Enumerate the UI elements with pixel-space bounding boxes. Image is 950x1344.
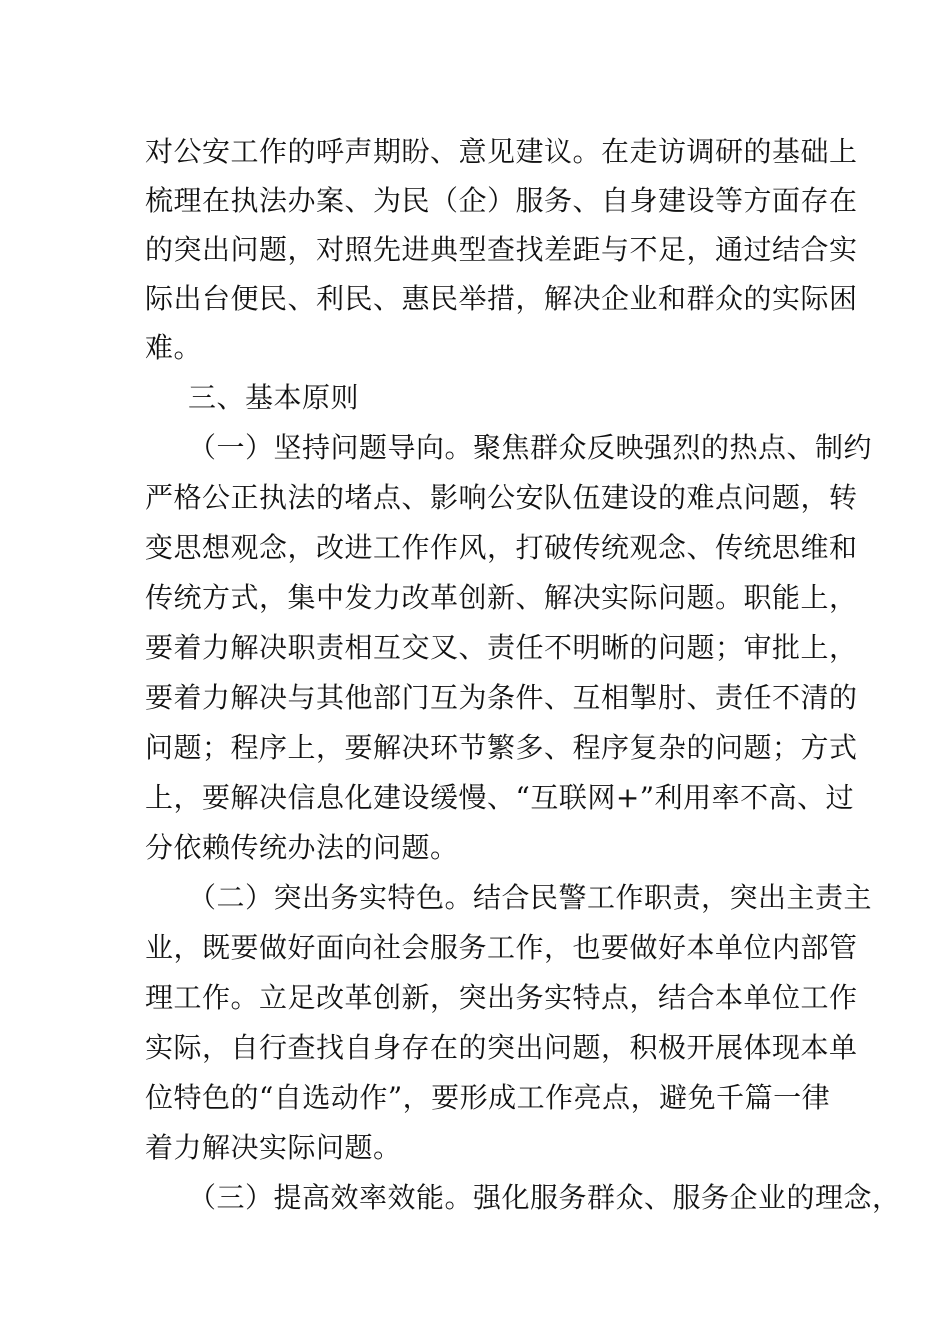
body-text-line: 业，既要做好面向社会服务工作，也要做好本单位内部管 bbox=[145, 931, 858, 964]
body-text-line: 对公安工作的呼声期盼、意见建议。在走访调研的基础上 bbox=[145, 135, 858, 168]
body-text-line: 上，要解决信息化建设缓慢、“互联网+”利用率不高、过 bbox=[145, 781, 855, 814]
body-text-line: 要着力解决与其他部门互为条件、互相掣肘、责任不清的 bbox=[145, 681, 858, 714]
paragraph-first-line: （二）突出务实特色。结合民警工作职责，突出主责主 bbox=[188, 881, 873, 914]
body-text-line: 问题；程序上，要解决环节繁多、程序复杂的问题；方式 bbox=[145, 731, 858, 764]
body-text-line: 要着力解决职责相互交叉、责任不明晰的问题；审批上， bbox=[145, 631, 858, 664]
body-text-line: 难。 bbox=[145, 331, 203, 364]
body-text-line: 变思想观念，改进工作作风，打破传统观念、传统思维和 bbox=[145, 531, 858, 564]
body-text-line: 分依赖传统办法的问题。 bbox=[145, 831, 459, 864]
paragraph-first-line: （三）提高效率效能。强化服务群众、服务企业的理念， bbox=[188, 1181, 901, 1214]
body-text-line: 传统方式，集中发力改革创新、解决实际问题。职能上， bbox=[145, 581, 858, 614]
body-text-line: 的突出问题，对照先进典型查找差距与不足，通过结合实 bbox=[145, 233, 858, 266]
section-heading: 三、基本原则 bbox=[188, 381, 360, 414]
body-text-line: 着力解决实际问题。 bbox=[145, 1131, 402, 1164]
body-text-line: 梳理在执法办案、为民（企）服务、自身建设等方面存在 bbox=[145, 184, 858, 217]
body-text-line: 实际，自行查找自身存在的突出问题，积极开展体现本单 bbox=[145, 1031, 858, 1064]
paragraph-first-line: （一）坚持问题导向。聚焦群众反映强烈的热点、制约 bbox=[188, 431, 873, 464]
body-text-line: 位特色的“自选动作”，要形成工作亮点，避免千篇一律 bbox=[145, 1081, 831, 1114]
body-text-line: 理工作。立足改革创新，突出务实特点，结合本单位工作 bbox=[145, 981, 858, 1014]
body-text-line: 严格公正执法的堵点、影响公安队伍建设的难点问题，转 bbox=[145, 481, 858, 514]
body-text-line: 际出台便民、利民、惠民举措，解决企业和群众的实际困 bbox=[145, 282, 858, 315]
